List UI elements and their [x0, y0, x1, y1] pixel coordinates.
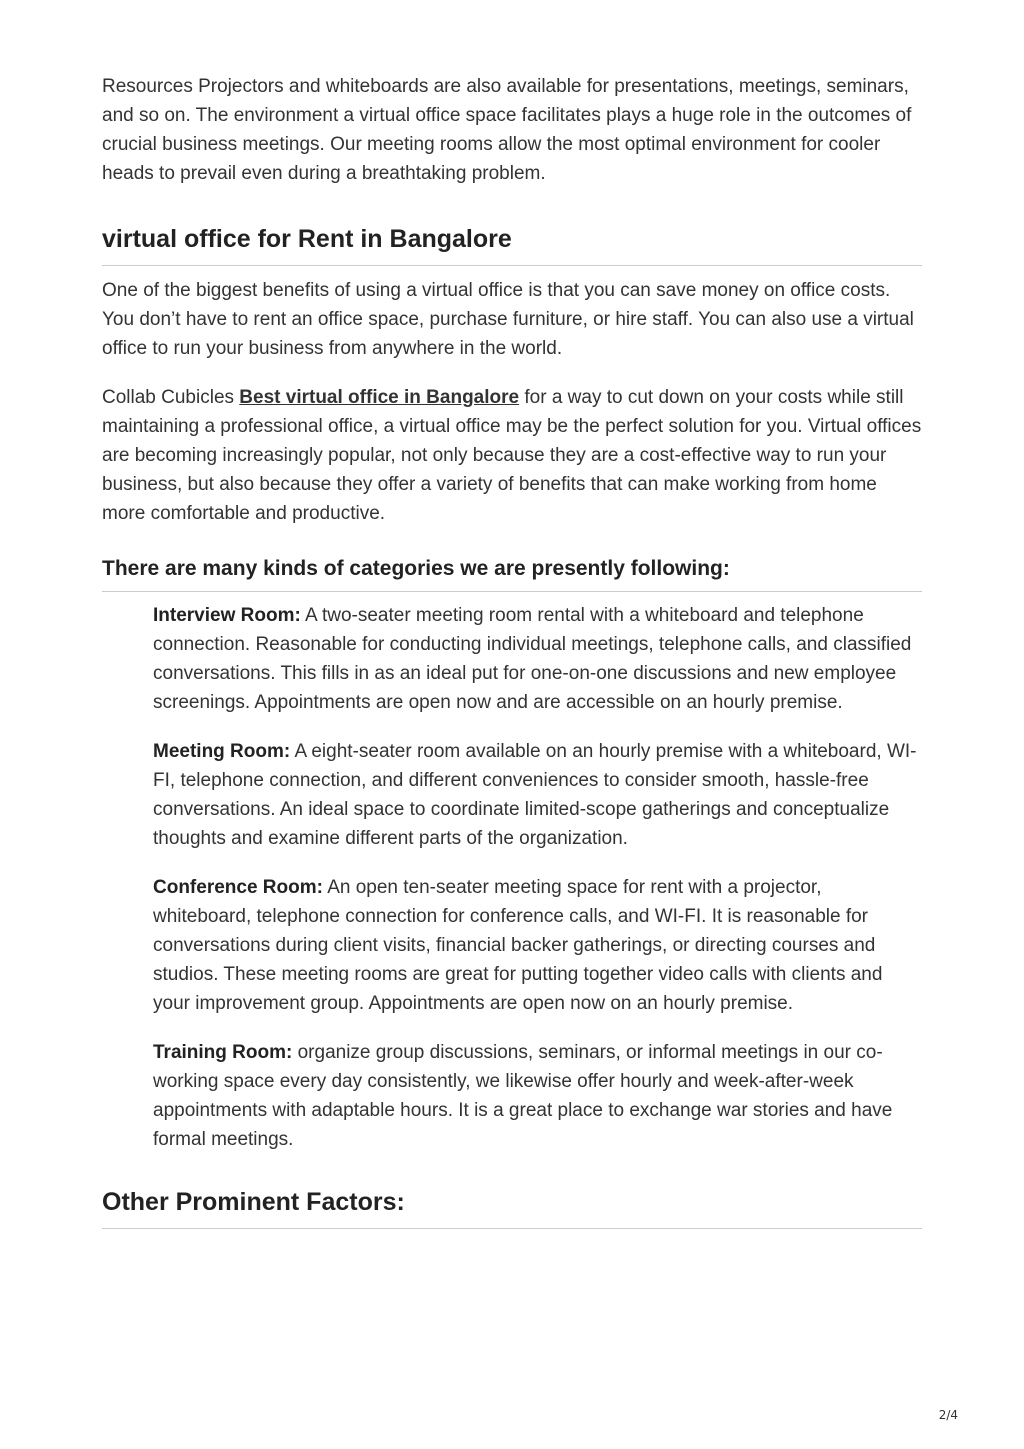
paragraph-text-before-link: Collab Cubicles — [102, 387, 240, 408]
section-heading-other-factors: Other Prominent Factors: — [102, 1184, 922, 1229]
categories-list — [102, 601, 922, 1154]
section-heading-virtual-office: virtual office for Rent in Bangalore — [102, 221, 922, 266]
paragraph-text-after-link: for a way to cut down on your costs while still maintaining a professional office, a virtual office may be the perfect solution for you. Virtual offices are becoming increasingly popular, not only because they are a cost-effective way to run your business, but also because they offer a variety of benefits that can make working from home more comfortable and productive. — [102, 387, 922, 524]
best-virtual-office-link[interactable]: Best virtual office in Bangalore — [239, 387, 520, 408]
collab-cubicles-paragraph — [102, 383, 922, 528]
benefits-paragraph: One of the biggest benefits of using a virtual office is that you can save money on office costs. You don’t have to rent an office space, purchase furniture, or hire staff. You can also use a virtual office to run your business from anywhere in the world. — [102, 280, 914, 359]
item-title: Training Room: — [153, 1042, 293, 1063]
page-number: 2/4 — [938, 1408, 958, 1422]
item-title: Conference Room: — [153, 877, 323, 898]
list-item-conference-room — [153, 873, 922, 1018]
item-title: Interview Room: — [153, 605, 301, 626]
item-text: A eight-seater room available on an hourly premise with a whiteboard, WI-FI, telephone connection, and different conveniences to consider smooth, hassle-free conversations. An ideal space to coordinate limited-scope gatherings and conceptualize thoughts and examine different parts of the organization. — [153, 741, 917, 849]
item-text: A two-seater meeting room rental with a whiteboard and telephone connection. Reasonable for conducting individual meetings, telephone calls, and classified conversations. This fills in as an ideal put for one-on-one discussions and new employee screenings. Appointments are open now and are accessible on an hourly premise. — [153, 605, 912, 713]
item-text: organize group discussions, seminars, or informal meetings in our co-working space every day consistently, we likewise offer hourly and week-after-week appointments with adaptable hours. It is a great place to exchange war stories and have formal meetings. — [153, 1042, 893, 1150]
document-page — [102, 72, 922, 1239]
intro-paragraph: Resources Projectors and whiteboards are also available for presentations, meetings, seminars, and so on. The environment a virtual office space facilitates plays a huge role in the outcomes of crucial business meetings. Our meeting rooms allow the most optimal environment for cooler heads to prevail even during a breathtaking problem. — [102, 76, 912, 184]
list-item-meeting-room — [153, 737, 922, 853]
list-item-interview-room — [153, 601, 922, 717]
item-text: An open ten-seater meeting space for rent with a projector, whiteboard, telephone connection for conference calls, and WI-FI. It is reasonable for conversations during client visits, financial backer gatherings, or directing courses and studios. These meeting rooms are great for putting together video calls with clients and your improvement group. Appointments are open now on an hourly premise. — [153, 877, 883, 1014]
item-title: Meeting Room: — [153, 741, 291, 762]
list-item-training-room — [153, 1038, 922, 1154]
section-heading-categories: There are many kinds of categories we are presently following: — [102, 553, 922, 592]
